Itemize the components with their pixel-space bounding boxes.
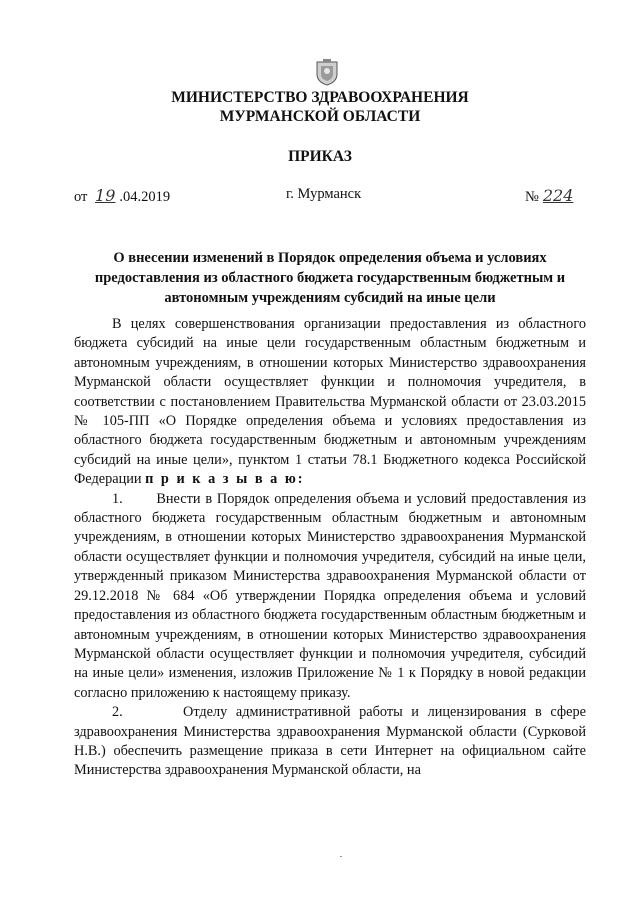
item-2-paragraph xyxy=(74,703,586,781)
subject-line: автономным учреждениям субсидий на иные цели xyxy=(164,290,496,306)
subject-line: О внесении изменений в Порядок определения объема и условиях xyxy=(113,250,547,266)
order-subject xyxy=(80,248,580,308)
date-prefix: от xyxy=(74,189,88,205)
date-month-year: .04.2019 xyxy=(119,189,171,205)
order-date xyxy=(74,186,170,206)
order-body xyxy=(74,315,586,781)
scan-artifact xyxy=(340,856,342,857)
item-2-text: Отделу административной работы и лицензирования в сфере здравоохранения Министерства здравоохранения Мурманской области (Сурковой Н.В.) обеспечить размещение приказа в сети Интернет на официальном сайте Министерства здравоохранения Мурманской области, на xyxy=(74,704,586,779)
coat-of-arms-icon xyxy=(315,58,339,86)
item-1-number: 1. xyxy=(112,490,123,507)
number-prefix: № xyxy=(525,189,539,205)
order-verb: п р и к а з ы в а ю: xyxy=(145,471,305,488)
date-day-handwritten: 19 xyxy=(95,186,116,205)
ministry-name-line2: МУРМАНСКОЙ ОБЛАСТИ xyxy=(219,108,421,125)
preamble-paragraph xyxy=(74,315,586,490)
document-type: ПРИКАЗ xyxy=(288,148,352,165)
item-1-paragraph xyxy=(74,490,586,703)
ministry-name-line1: МИНИСТЕРСТВО ЗДРАВООХРАНЕНИЯ xyxy=(171,89,469,106)
city: г. Мурманск xyxy=(286,186,362,202)
order-number xyxy=(525,186,577,206)
item-1-text: Внести в Порядок определения объема и условий предоставления из областного бюджета государственным областным бюджетным и автономным учреждениям, в отношении которых Министерство здравоохранения Мурманской области осуществляет функции и полномочия учредителя, субсидий на иные цели, утвержденный приказом Министерства здравоохранения Мурманской области от 29.12.2018 № 684 «Об утверждении Порядка определения объема и условий предоставления из областного бюджета государственным областным бюджетным и автономным учреждениям, в отношении которых Министерство здравоохранения Мурманской области осуществляет функции и полномочия учредителя, субсидий на иные цели» изменения, изложив Приложение № 1 к Порядку в новой редакции согласно приложению к настоящему приказу. xyxy=(74,490,586,701)
subject-line: предоставления из областного бюджета государственным бюджетным и xyxy=(94,270,566,286)
item-2-number: 2. xyxy=(112,704,123,721)
preamble-text: В целях совершенствования организации предоставления из областного бюджета субсидий на иные цели государственным областным бюджетным и автономным учреждениям, в отношении которых Министерство здравоохранения Мурманской области осуществляет функции и полномочия учредителя, в соответствии с постановлением Правительства Мурманской области от 23.03.2015 № 105-ПП «О Порядке определения объема и условиях предоставления из областного бюджета государственным бюджетным и автономным учреждениям субсидий на иные цели», пунктом 1 статьи 78.1 Бюджетного кодекса Российской Федерации xyxy=(74,316,586,488)
number-handwritten: 224 xyxy=(542,186,574,205)
